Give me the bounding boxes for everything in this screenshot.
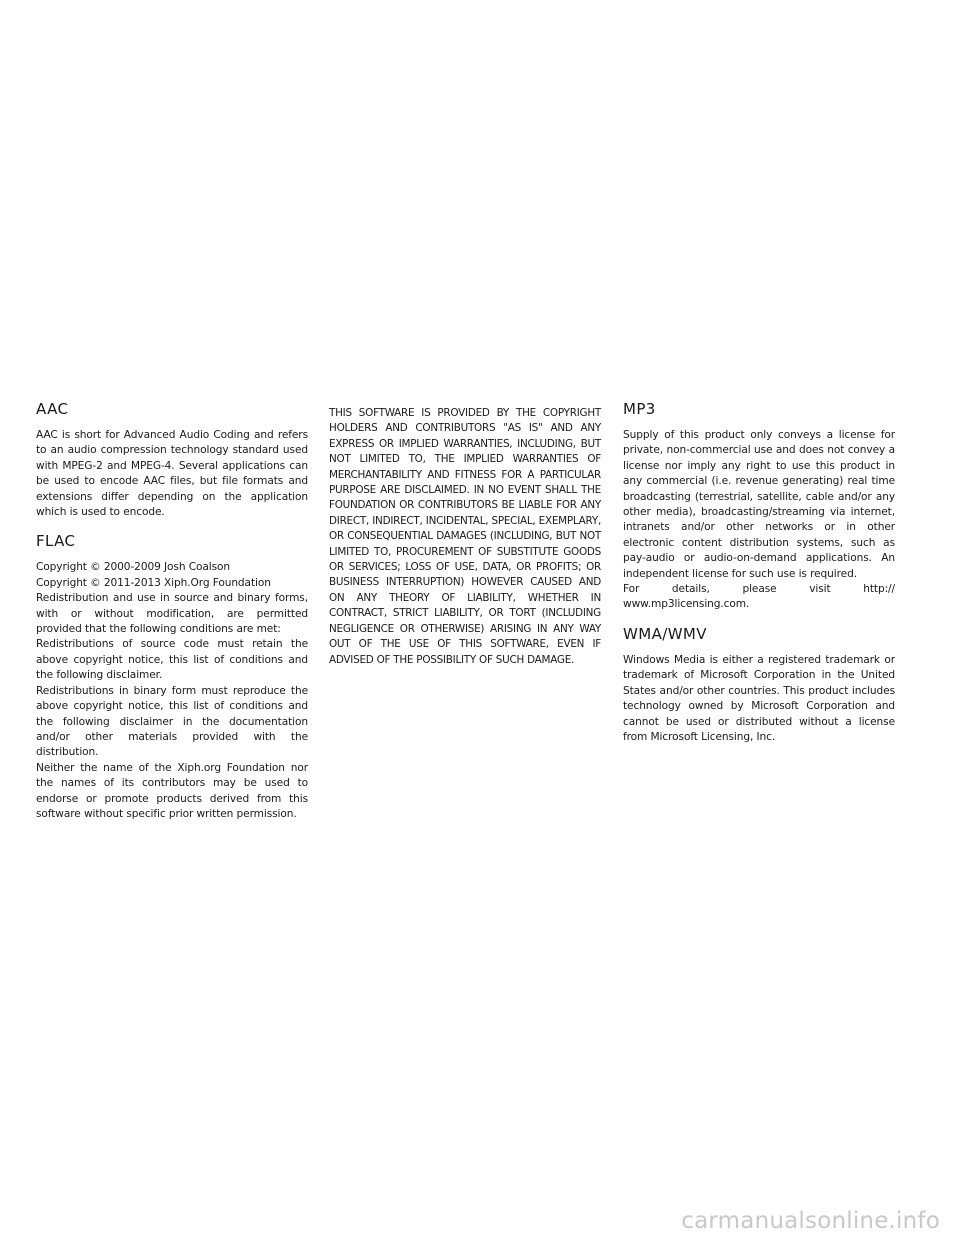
flac-copyright-2: Copyright © 2011-2013 Xiph.Org Foundation: [36, 576, 271, 589]
column-left: [36, 400, 308, 822]
aac-body: AAC is short for Advanced Audio Coding and refers to an audio compression technology standard used with MPEG-2 and MPEG-4. Several applications can be used to encode AAC files, but file formats and extensions differ depending on the application which is used to encode.: [36, 429, 308, 519]
flac-heading: FLAC: [36, 532, 76, 551]
column-right: [623, 400, 895, 745]
mp3-body: Supply of this product only conveys a license for private, non-commercial use and does not convey a license nor imply any right to use this product in any commercial (i.e. revenue generating) real time broadcasting (terrestrial, satellite, cable and/or any other media), broadcasting/streaming via internet, intranets and/or other networks or in other electronic content distribution systems, such as pay-audio or audio-on-demand applications. An independent license for such use is required.: [623, 429, 895, 580]
mp3-details: For details, please visit http:// www.mp3licensing.com.: [623, 583, 895, 611]
aac-heading: AAC: [36, 400, 69, 418]
flac-disclaimer: THIS SOFTWARE IS PROVIDED BY THE COPYRIGHT HOLDERS AND CONTRIBUTORS "AS IS" AND ANY EXPRESS OR IMPLIED WARRANTIES, INCLUDING, BUT NOT LIMITED TO, THE IMPLIED WARRANTIES OF MERCHANTABILITY AND FITNESS FOR A PARTICULAR PURPOSE ARE DISCLAIMED. IN NO EVENT SHALL THE FOUNDATION OR CONTRIBUTORS BE LIABLE FOR ANY DIRECT, INDIRECT, INCIDENTAL, SPECIAL, EXEMPLARY, OR CONSEQUENTIAL DAMAGES (INCLUDING, BUT NOT LIMITED TO, PROCUREMENT OF SUBSTITUTE GOODS OR SERVICES; LOSS OF USE, DATA, OR PROFITS; OR BUSINESS INTERRUPTION) HOWEVER CAUSED AND ON ANY THEORY OF LIABILITY, WHETHER IN CONTRACT, STRICT LIABILITY, OR TORT (INCLUDING NEGLIGENCE OR OTHERWISE) ARISING IN ANY WAY OUT OF THE USE OF THIS SOFTWARE, EVEN IF ADVISED OF THE POSSIBILITY OF SUCH DAMAGE.: [329, 407, 601, 666]
flac-paragraph-3: Redistributions in binary form must reproduce the above copyright notice, this list of conditions and the following disclaimer in the documentation and/or other materials provided with the distribution.: [36, 684, 308, 759]
flac-paragraph-1: Redistribution and use in source and binary forms, with or without modification, are permitted provided that the following conditions are met:: [36, 592, 308, 636]
site-watermark: carmanualsonline.info: [681, 1208, 940, 1234]
flac-paragraph-4: Neither the name of the Xiph.org Foundation nor the names of its contributors may be used to endorse or promote products derived from this software without specific prior written permission.: [36, 761, 308, 820]
flac-paragraph-2: Redistributions of source code must retain the above copyright notice, this list of conditions and the following disclaimer.: [36, 638, 308, 682]
wma-heading: WMA/WMV: [623, 624, 707, 643]
column-middle: [329, 400, 601, 668]
flac-copyright-1: Copyright © 2000-2009 Josh Coalson: [36, 561, 231, 574]
wma-body: Windows Media is either a registered trademark or trademark of Microsoft Corporation in the United States and/or other countries. This product includes technology owned by Microsoft Corporation and cannot be used or distributed without a license from Microsoft Licensing, Inc.: [623, 653, 895, 743]
mp3-heading: MP3: [623, 400, 656, 418]
